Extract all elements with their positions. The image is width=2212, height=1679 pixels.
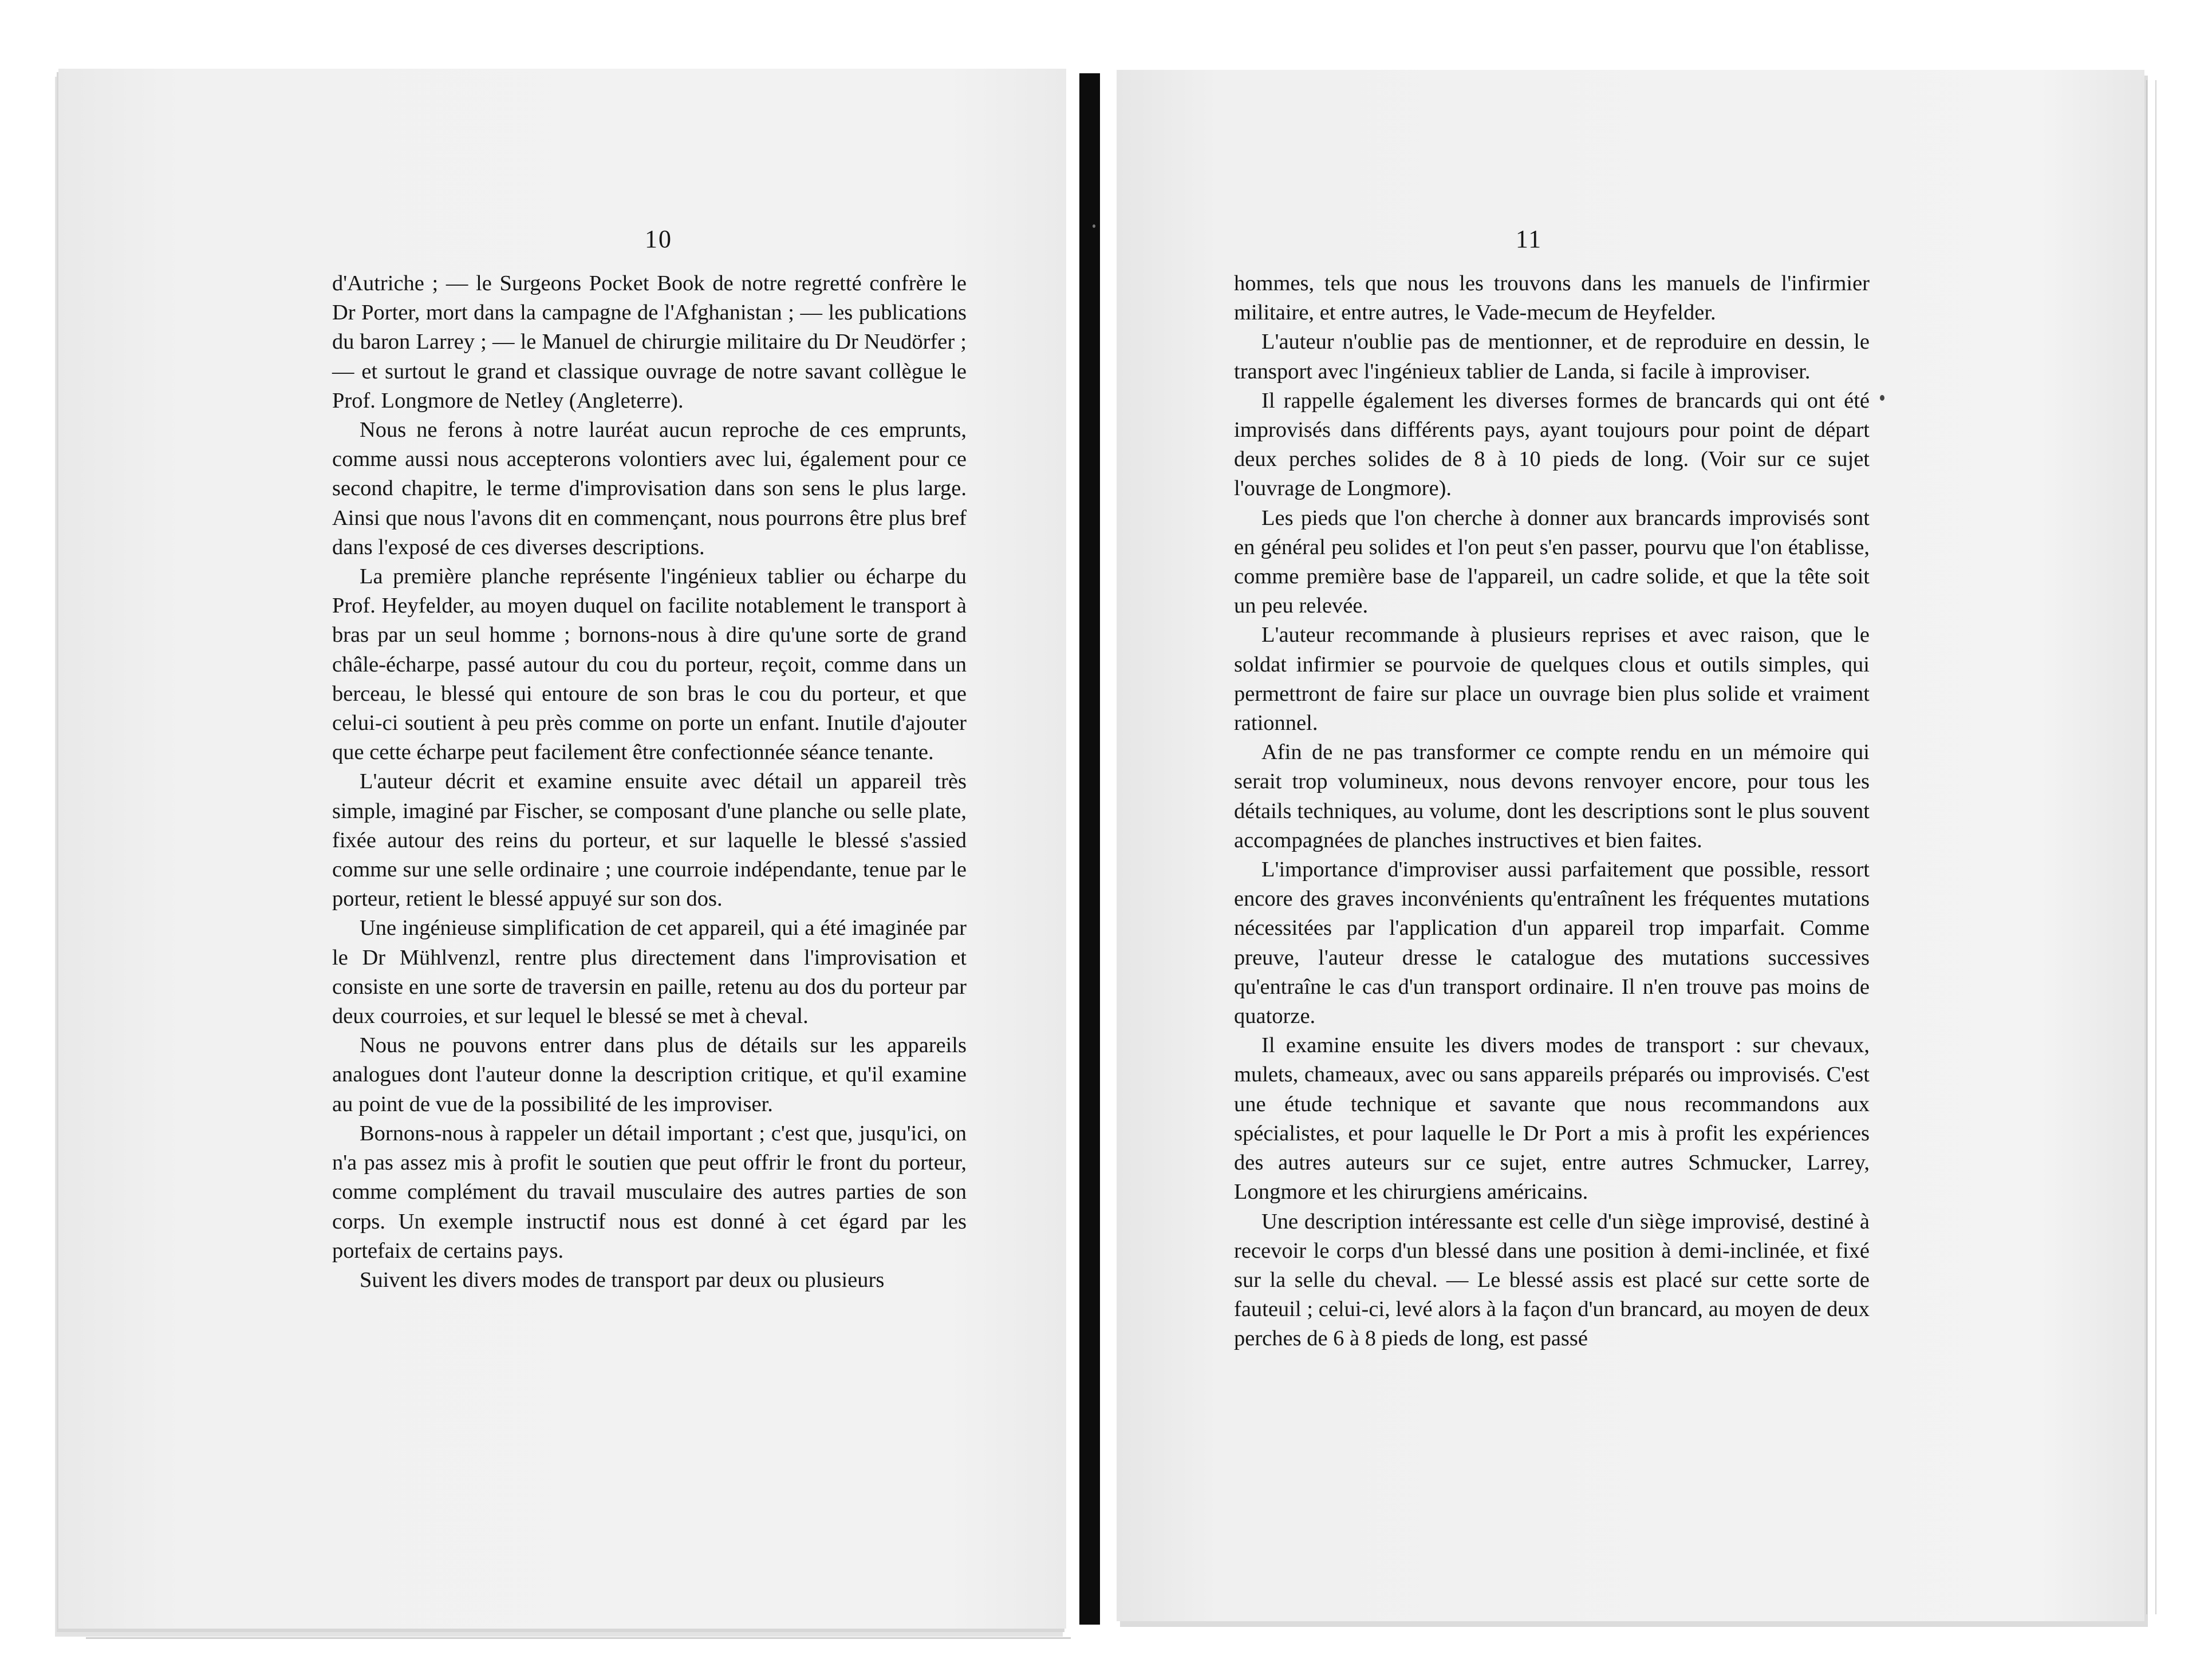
paragraph: Bornons-nous à rappeler un détail important ; c'est que, jusqu'ici, on n'a pas assez mis à profit le soutien que peut offrir le front du porteur, comme complément du travail musculaire des autres parties de son corps. Un exemple instructif nous est donné à cet égard par les portefaix de certains pays. <box>332 1121 967 1263</box>
left-page-text <box>332 269 967 1295</box>
paragraph: Nous ne pouvons entrer dans plus de détails sur les appareils analogues dont l'auteur donne la description critique, et qu'il examine au point de vue de la possibilité de les improviser. <box>332 1033 967 1116</box>
paragraph: Les pieds que l'on cherche à donner aux brancards improvisés sont en général peu solides et l'on peut s'en passer, pourvu que l'on établisse, comme première base de l'appareil, un cadre solide, et que la tête soit un peu relevée. <box>1234 505 1870 618</box>
page-number-right: 11 <box>1515 225 1543 253</box>
paragraph: hommes, tels que nous les trouvons dans les manuels de l'infirmier militaire, et entre autres, le Vade-mecum de Heyfelder. <box>1234 271 1870 325</box>
paragraph: Il rappelle également les diverses formes de brancards qui ont été improvisés dans différents pays, ayant toujours pour point de départ deux perches solides de 8 à 10 pieds de long. (Voir sur ce sujet l'ouvrage de Longmore). <box>1234 388 1870 501</box>
paragraph: Nous ne ferons à notre lauréat aucun reproche de ces emprunts, comme aussi nous accepterons volontiers avec lui, également pour ce second chapitre, le terme d'improvisation dans son sens le plus large. Ainsi que nous l'avons dit en commençant, nous pourrons être plus bref dans l'exposé de ces diverses descriptions. <box>332 418 967 559</box>
page-edges <box>2146 80 2156 1614</box>
paragraph: d'Autriche ; — le Surgeons Pocket Book de notre regretté confrère le Dr Porter, mort dans la campagne de l'Afghanistan ; — les publications du baron Larrey ; — le Manuel de chirurgie militaire du Dr Neudörfer ; — et surtout le grand et classique ouvrage de notre savant collègue le Prof. Longmore de Netley (Angleterre). <box>332 271 967 413</box>
book-spine <box>1079 73 1100 1625</box>
paragraph: L'auteur n'oublie pas de mentionner, et de reproduire en dessin, le transport avec l'ingénieux tablier de Landa, si facile à improviser. <box>1234 330 1870 384</box>
paragraph: Une description intéressante est celle d'un siège improvisé, destiné à recevoir le corps d'un blessé dans une position à demi-inclinée, et fixé sur la selle du cheval. — Le blessé assis est placé sur cette sorte de fauteuil ; celui-ci, levé alors à la façon d'un brancard, au moyen de deux perches de 6 à 8 pieds de long, est passé <box>1234 1209 1870 1351</box>
scan-speck <box>1093 224 1095 228</box>
paragraph: Il examine ensuite les divers modes de transport : sur chevaux, mulets, chameaux, avec ou sans appareils préparés ou improvisés. C'est une étude technique et savante que nous recommandons aux spécialistes, et pour laquelle le Dr Port a mis à profit les expériences des autres auteurs sur ce sujet, entre autres Schmucker, Larrey, Longmore et les chirurgiens américains. <box>1234 1033 1870 1204</box>
paragraph: Suivent les divers modes de transport par deux ou plusieurs <box>360 1267 885 1292</box>
paragraph: L'auteur recommande à plusieurs reprises et avec raison, que le soldat infirmier se pourvoie de quelques clous et outils simples, qui permettront de faire sur place un ouvrage bien plus solide et vraiment rationnel. <box>1234 623 1870 736</box>
paragraph: La première planche représente l'ingénieux tablier ou écharpe du Prof. Heyfelder, au moyen duquel on facilite notablement le transport à bras par un seul homme ; bornons-nous à dire qu'une sorte de grand châle-écharpe, passé autour du cou du porteur, reçoit, comme dans un berceau, le blessé qui entoure de son bras le cou du porteur, et que celui-ci soutient à peu près comme on porte un enfant. Inutile d'ajouter que cette écharpe peut facilement être confectionnée séance tenante. <box>332 564 967 765</box>
scan-speck <box>1880 395 1884 401</box>
paragraph: Une ingénieuse simplification de cet appareil, qui a été imaginée par le Dr Mühlvenzl, rentre plus directement dans l'improvisation et consiste en une sorte de traversin en paille, retenu au dos du porteur par deux courroies, et sur lequel le blessé se met à cheval. <box>332 916 967 1029</box>
right-page-text <box>1234 269 1870 1354</box>
bottom-page-edge <box>86 1637 1071 1639</box>
paragraph: L'importance d'improviser aussi parfaitement que possible, ressort encore des graves inconvénients qu'entraînent les fréquentes mutations nécessitées par l'application d'un appareil trop imparfait. Comme preuve, l'auteur dresse le catalogue des mutations successives qu'entraîne le cas d'un transport ordinaire. Il n'en trouve pas moins de quatorze. <box>1234 858 1870 1029</box>
paragraph: Afin de ne pas transformer ce compte rendu en un mémoire qui serait trop volumineux, nous devons renvoyer encore, pour tous les détails techniques, au volume, dont les descriptions sont le plus souvent accompagnées de planches instructives et bien faites. <box>1234 740 1870 852</box>
page-number-left: 10 <box>645 225 672 253</box>
paragraph: L'auteur décrit et examine ensuite avec détail un appareil très simple, imaginé par Fischer, se composant d'une planche ou selle plate, fixée autour des reins du porteur, et sur laquelle le blessé s'assied comme sur une selle ordinaire ; une courroie indépendante, tenue par le porteur, retient le blessé appuyé sur son dos. <box>332 769 967 911</box>
